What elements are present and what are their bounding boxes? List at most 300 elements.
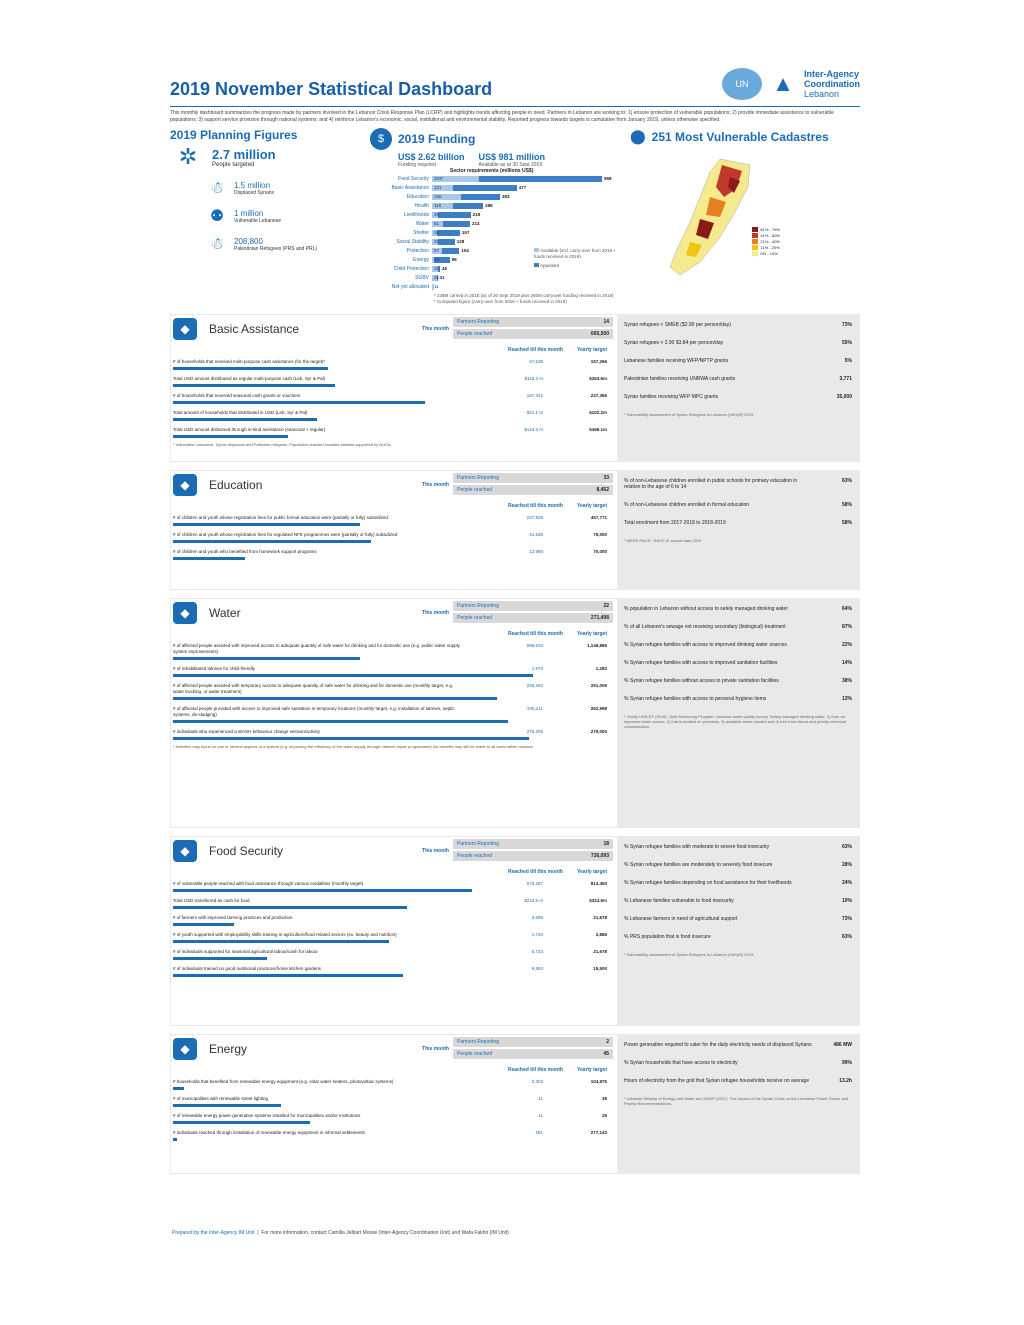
indicator xyxy=(173,949,613,960)
partners-box: Partners Reporting 22 People reached 271,498 xyxy=(453,601,613,625)
indicator xyxy=(173,427,613,438)
indicator-reached: 673,287 xyxy=(526,881,543,886)
context-label: Total enrolment from 2017-2018 to 2018-2019 xyxy=(624,520,726,526)
context-label: % of all Lebanon's sewage not receiving secondary (biological) treatment xyxy=(624,624,786,630)
context-item xyxy=(624,660,852,666)
available-value: 166 xyxy=(434,193,442,199)
context-value: 99% xyxy=(841,1060,852,1066)
indicator-target: 457,771 xyxy=(590,515,607,520)
available-value: 116 xyxy=(434,202,442,208)
basic-section xyxy=(170,314,860,462)
sector-name: SGBV xyxy=(415,274,429,281)
context-item xyxy=(624,1078,852,1084)
available-value: 28 xyxy=(434,229,440,235)
indicator-target: 1,283 xyxy=(595,666,607,671)
context-label: % population in Lebanon without access to safely managed drinking water xyxy=(624,606,788,612)
context-item xyxy=(624,606,852,612)
indicator-text: Total USD amount distributed as regular multi-purpose cash (Leb, Syr & Pal) xyxy=(173,376,326,381)
progress-bar xyxy=(173,540,371,543)
progress-bar xyxy=(173,957,267,960)
indicator-text: # of households that received multi-purpose cash assistance (for the target)* xyxy=(173,359,326,364)
indicator-target: 21,678 xyxy=(593,915,607,920)
progress-bar xyxy=(173,1138,177,1141)
indicator xyxy=(173,706,613,723)
person-walking-icon: ☃ xyxy=(209,236,225,253)
this-month-label: This month xyxy=(422,848,449,854)
indicator-reached: 5,723 xyxy=(531,949,543,954)
context-value: 87% xyxy=(841,624,852,630)
water-section xyxy=(170,598,860,828)
context-label: % Syrian refugee families with access to improved drinking water sources xyxy=(624,642,787,648)
header xyxy=(170,70,860,107)
context-label: % Syrian refugee families with moderate to severe food insecurity xyxy=(624,844,770,850)
indicator-target: 262,998 xyxy=(590,706,607,711)
funding-available-label: Available as at 30 Sept 2019 xyxy=(478,162,543,168)
sector-name: Social Stability xyxy=(396,238,429,245)
indicator-reached: 226,262 xyxy=(526,683,543,688)
context-label: Hours of electricity from the grid that Syrian refugee households receive on average xyxy=(624,1078,810,1084)
context-value: 58% xyxy=(841,502,852,508)
indicator-text: # households that benefited from renewable energy equipment (e.g. solar water heaters, photovoltaic systems) xyxy=(173,1079,394,1084)
funding-row xyxy=(370,183,630,192)
indicator-target: 1,146,886 xyxy=(586,643,607,648)
context-item xyxy=(624,478,852,490)
context-value: 10% xyxy=(841,898,852,904)
available-value: 263* xyxy=(434,175,444,181)
food-icon: ◆ xyxy=(173,840,197,862)
indicator-reached: 41,538 xyxy=(529,532,543,537)
indicator-reached: 245,211 xyxy=(527,706,543,711)
indicator xyxy=(173,410,613,421)
required-value: 154 xyxy=(461,247,469,253)
context-label: Syrian families receiving WFP MPC grants xyxy=(624,394,719,400)
funding-note-1: * 238M carried in 2018 (as of 30 Sept 2019 plus 260M carryover funding received in 2018) xyxy=(434,293,614,298)
footer-contact: For more information, contact Camilla Jelbart Mosse (Inter-Agency Coordination Unit) and Wafa Fakhri (IM Unit) xyxy=(261,1230,509,1236)
indicator-text: # of affected people assisted with improved access to adequate quantity of safe water for drinking and for domestic use (e.g. public water supply system improvements) xyxy=(173,643,460,654)
progress-bar xyxy=(173,384,335,387)
funding-available-num: US$ 981 million xyxy=(478,152,546,162)
required-value: 218 xyxy=(472,211,481,217)
required-value: 31 xyxy=(439,274,445,280)
context-item xyxy=(624,642,852,648)
indicator-text: # of youth supported with employability skills training in agriculture/food-related sectors (ex. beauty and nutrition) xyxy=(173,932,397,937)
indicator-target: 277,143 xyxy=(590,1130,607,1135)
progress-bar xyxy=(173,435,288,438)
progress-bar xyxy=(173,923,234,926)
context-value: 22% xyxy=(841,642,852,648)
indicator-target: 104,875 xyxy=(590,1079,607,1084)
required-value: 477 xyxy=(518,184,527,190)
context-label: Palestinian families receiving UNRWA cash grants xyxy=(624,376,736,382)
funding-row xyxy=(370,174,630,183)
progress-bar xyxy=(173,1087,184,1090)
context-label: % Lebanese families vulnerable to food insecurity xyxy=(624,898,734,904)
footer-prepared: Prepared by the Inter-Agency IM Unit xyxy=(172,1230,255,1236)
partners-box: Partners Reporting 2 People reached 45 xyxy=(453,1037,613,1061)
sector-name: Child Protection xyxy=(393,265,429,272)
planning-item-num: 208,800 xyxy=(234,236,263,246)
indicator-reached: 9,863 xyxy=(531,966,543,971)
indicator-text: # of affected people provided with access to improved safe sanitation in temporary locations (monthly target, e.g. installation of latrines, septic systems, de-sludging) xyxy=(173,706,455,717)
progress-bar xyxy=(173,557,245,560)
indicator-target: 21,678 xyxy=(593,949,607,954)
context-item xyxy=(624,394,852,400)
indicator-target: 70,000 xyxy=(593,549,607,554)
column-headers: Reached till this month Yearly target xyxy=(507,631,607,637)
context-item xyxy=(624,322,852,328)
funding-row xyxy=(370,192,630,201)
indicator-reached: $143.3 m xyxy=(524,427,543,432)
indicator-reached: 67,538 xyxy=(529,359,543,364)
planning-item-label: Vulnerable Lebanese xyxy=(234,217,282,224)
required-value: 128 xyxy=(456,238,465,244)
progress-bar xyxy=(173,401,425,404)
indicator-target: $324.9m xyxy=(589,898,607,903)
cedar-icon: ▲ xyxy=(772,71,794,96)
funding-row xyxy=(370,228,630,237)
section-title: Food Security xyxy=(209,844,284,858)
context-value: 35,000 xyxy=(836,394,852,400)
indicator-target: 251,005 xyxy=(590,683,607,688)
person-walking-icon: ☃ xyxy=(209,180,225,197)
context-value: 55% xyxy=(841,340,852,346)
indicator-target: 75,000 xyxy=(593,532,607,537)
page-title: 2019 November Statistical Dashboard xyxy=(170,79,493,99)
food-section xyxy=(170,836,860,1026)
context-label: % Syrian refugee families with access to improved sanitation facilities xyxy=(624,660,778,666)
indicator-text: # of children and youth whose registration fees for public formal education were (partially or fully) subsidized xyxy=(173,515,388,520)
context-value: 64% xyxy=(841,606,852,612)
context-item xyxy=(624,696,852,702)
indicator xyxy=(173,729,613,740)
funding-caption: Sector requirements (millions US$) xyxy=(450,168,534,174)
family-icon: ⚉ xyxy=(209,208,225,225)
indicator xyxy=(173,532,613,543)
indicator-target: $263.6m xyxy=(589,376,607,381)
indicator-reached: 11 xyxy=(538,1096,543,1101)
indicator xyxy=(173,376,613,387)
indicator xyxy=(173,515,613,526)
progress-bar xyxy=(173,523,360,526)
progress-bar xyxy=(173,906,407,909)
context-value: 3,771 xyxy=(839,376,852,382)
context-item xyxy=(624,624,852,630)
context-label: % of non-Lebanese children enrolled in formal education xyxy=(624,502,750,508)
indicator-target: 2,886 xyxy=(595,932,607,937)
map-legend xyxy=(752,227,780,257)
planning-item xyxy=(206,206,370,226)
available-value: 35 xyxy=(434,211,440,217)
progress-bar xyxy=(173,1121,310,1124)
sector-name: Not yet allocated xyxy=(391,283,429,290)
map-legend-item: 11% - 20% xyxy=(752,245,780,251)
available-value: 57 xyxy=(434,247,440,253)
indicator-reached: 1,734 xyxy=(531,932,543,937)
funding xyxy=(370,128,630,306)
context-item xyxy=(624,916,852,922)
cadastres xyxy=(630,128,860,306)
indicator-text: # of municipalities with renewable street lighting xyxy=(173,1096,269,1101)
context-item xyxy=(624,934,852,940)
section-title: Energy xyxy=(209,1042,248,1056)
available-value: 61 xyxy=(434,220,440,226)
this-month-label: This month xyxy=(422,482,449,488)
indicator-target: 279,000 xyxy=(590,729,607,734)
indicator-text: # of affected people assisted with temporary access to adequate quantity of safe water for drinking and for domestic use (monthly target, e.g. water trucking, or water treatment) xyxy=(173,683,454,694)
sector-name: Shelter xyxy=(413,229,429,236)
context-item xyxy=(624,358,852,364)
available-value: 121 xyxy=(434,184,442,190)
indicator-reached: 3,688 xyxy=(531,915,543,920)
indicator-text: # of individuals supported for seasonal agricultural labour/cash for labour xyxy=(173,949,318,954)
section-title: Basic Assistance xyxy=(209,322,300,336)
indicator-text: # of vulnerable people reached with food assistance through various modalities (monthly target) xyxy=(173,881,364,886)
funding-bar-chart xyxy=(370,174,630,291)
water-tap-icon: ◆ xyxy=(173,602,197,624)
map-pin-icon: ⬤ xyxy=(630,128,646,144)
indicator-reached: $118.3 m xyxy=(524,376,543,381)
context-item xyxy=(624,376,852,382)
required-value: 99 xyxy=(451,256,457,262)
map-legend-item: 0% - 10% xyxy=(752,251,780,257)
indicator-target: 29 xyxy=(601,1113,607,1118)
indicator xyxy=(173,359,613,370)
context-label: % Syrian refugee families with access to personal hygiene items xyxy=(624,696,767,702)
indicator-text: # of households that received seasonal cash grants or vouchers xyxy=(173,393,301,398)
indicator-text: Total amount of households that distributed in USD (Leb, Syr & Pal) xyxy=(173,410,308,415)
context-value: 73% xyxy=(841,916,852,922)
indicator-text: Total USD amount disbursed through in-kind assistance (seasonal + regular) xyxy=(173,427,326,432)
indicator-text: # individuals who experienced a WASH behaviour change session/activity xyxy=(173,729,320,734)
context-panel xyxy=(618,836,858,1026)
section-title: Water xyxy=(209,606,241,620)
context-value: 14% xyxy=(841,660,852,666)
progress-bar xyxy=(173,657,360,660)
indicator-reached: 275,205 xyxy=(526,729,543,734)
people-targeted-num: 2.7 million xyxy=(212,146,276,162)
sector-name: Protection xyxy=(406,247,429,254)
required-value: 157 xyxy=(461,229,470,235)
indicator-text: Total USD transferred as cash for food xyxy=(173,898,250,903)
indicator-reached: 11 xyxy=(538,1113,543,1118)
available-value: 31 xyxy=(434,238,440,244)
indicator-text: # of individuals trained on good nutritional practices/home kitchen gardens xyxy=(173,966,321,971)
planning-item-label: Displaced Syrians xyxy=(234,189,275,196)
indicator-text: # of farmers with improved farming practices and production xyxy=(173,915,293,920)
indicator-text: # of children and youth whose registration fees for regulated NFE programmes were (partially or fully) subsidized xyxy=(173,532,398,537)
indicator-target: 15,500 xyxy=(593,966,607,971)
funding-row xyxy=(370,237,630,246)
map-legend-item: 21% - 40% xyxy=(752,239,780,245)
power-icon: ◆ xyxy=(173,1038,197,1060)
column-headers: Reached till this month Yearly target xyxy=(507,869,607,875)
dashboard-page xyxy=(170,70,860,1174)
indicator-text: # of renewable energy power generation systems installed for municipalities and/or institutions xyxy=(173,1113,361,1118)
context-value: 13.2h xyxy=(839,1078,852,1084)
funding-note-2: * Computed figure (carry-over from 2018 + funds received in 2019) xyxy=(434,299,567,304)
funding-row xyxy=(370,282,630,291)
progress-bar xyxy=(173,737,529,740)
indicator xyxy=(173,549,613,560)
partners-box: Partners Reporting 18 People reached 726,093 xyxy=(453,839,613,863)
context-panel xyxy=(618,314,858,462)
planning-item xyxy=(206,178,370,198)
planning-item-num: 1.5 million xyxy=(234,180,271,190)
indicator xyxy=(173,1079,613,1090)
indicator-reached: 237,925 xyxy=(526,515,543,520)
context-label: Syrian refugees < 2.90 $3.84 per person/day xyxy=(624,340,724,346)
indicator xyxy=(173,393,613,404)
required-value: 383 xyxy=(501,193,510,199)
indicator xyxy=(173,915,613,926)
indicator xyxy=(173,881,613,892)
indicator-target: 38 xyxy=(601,1096,607,1101)
indicator-reached: $41.1 m xyxy=(526,410,543,415)
context-value: 63% xyxy=(841,844,852,850)
context-value: 63% xyxy=(841,478,852,484)
planning-heading: 2019 Planning Figures xyxy=(170,128,298,142)
context-panel xyxy=(618,470,858,590)
section-footnote: * Vulnerable Lebanese, Syrian displaced and Palestine refugees. Population reached includes families supported by NGOs. xyxy=(173,442,392,447)
sector-name: Health xyxy=(414,202,429,209)
context-value: 58% xyxy=(841,520,852,526)
sector-name: Livelihoods xyxy=(403,211,429,218)
context-item xyxy=(624,502,852,508)
progress-bar xyxy=(173,720,508,723)
intro-text: This monthly dashboard summarizes the progress made by partners involved in the Lebanon Crisis Response Plan (LCRP) and highlights trends affecting people in need. Partners in Lebanon are working to: 1) ensure protection of vulnerable populations; 2) provide immediate assistance to vulnerable populations; 3) support service provision through national systems; and 4) reinforce Lebanon's economic, social, institutional and environmental stability. Reported progress towards targets is cumulative from January 2019, unless otherwise specified. xyxy=(170,110,834,123)
people-network-icon: ✲ xyxy=(178,144,198,169)
indicator-text: # individuals reached through installation of renewable energy equipment in informal settlements xyxy=(173,1130,365,1135)
context-label: % Syrian households that have access to electricity xyxy=(624,1060,738,1066)
context-footnote: * Jointly UNICEF (2016), Joint Monitoring Program. Lebanon water quality survey. Safely managed drinking water. 1) from an improved water source, 2) that is located on premises, 3) available when needed and 4) free from faecal and priority chemical contamination. xyxy=(624,714,846,729)
page-footer: Prepared by the Inter-Agency IM Unit | For more information, contact Camilla Jelbart Mosse (Inter-Agency Coordination Unit) and Wafa Fakhri (IM Unit) xyxy=(172,1230,509,1236)
indicator xyxy=(173,683,613,700)
map-legend-item: 41% - 60% xyxy=(752,233,780,239)
map-legend-item: 61% - 75% xyxy=(752,227,780,233)
money-bag-icon: $ xyxy=(370,128,392,150)
column-headers: Reached till this month Yearly target xyxy=(507,503,607,509)
context-value: 63% xyxy=(841,934,852,940)
funding-required-num: US$ 2.62 billion xyxy=(398,152,465,162)
indicator xyxy=(173,1130,613,1141)
indicator xyxy=(173,966,613,977)
planning-figures xyxy=(170,128,370,306)
iac-logo-text: Inter-Agency Coordination Lebanon xyxy=(804,69,860,99)
context-item xyxy=(624,898,852,904)
this-month-label: This month xyxy=(422,326,449,332)
context-value: 486 MW xyxy=(833,1042,852,1048)
context-value: 24% xyxy=(841,880,852,886)
indicator xyxy=(173,932,613,943)
progress-bar xyxy=(173,974,403,977)
section-footnote: * Activities may focus on one or several aspects of a system (e.g. improving the efficiency of the water supply through network repair programmes) but benefits may still be made to all users within network. xyxy=(173,744,534,749)
book-icon: ◆ xyxy=(173,474,197,496)
funding-legend: Available (incl. carry-over from 2018 + funds received in 2019) Appealed xyxy=(534,248,616,268)
indicator xyxy=(173,1113,613,1124)
funding-row xyxy=(370,201,630,210)
indicator xyxy=(173,643,613,660)
funding-row xyxy=(370,219,630,228)
context-label: % Syrian refugee families without access to private sanitation facilities xyxy=(624,678,779,684)
indicator-target: 813,450 xyxy=(590,881,607,886)
section-title: Education xyxy=(209,478,263,492)
lebanon-map xyxy=(650,157,780,277)
funding-heading: 2019 Funding xyxy=(398,132,476,146)
indicator xyxy=(173,1096,613,1107)
sector-name: Food Security xyxy=(398,175,429,182)
indicator-text: # of children and youth who benefited from homework support programs xyxy=(173,549,317,554)
column-headers: Reached till this month Yearly target xyxy=(507,347,607,353)
indicator-target: $456.1m xyxy=(589,427,607,432)
indicator-text: # of rehabilitated latrines for child-friendly xyxy=(173,666,256,671)
progress-bar xyxy=(173,889,472,892)
sector-name: Basic Assistance xyxy=(391,184,429,191)
required-value: 958 xyxy=(604,175,612,181)
context-value: 5% xyxy=(844,358,852,364)
people-targeted-label: People targeted xyxy=(212,161,255,168)
context-footnote: * Lebanon Ministry of Energy and Water and UNDP (2017). The Impact of the Syrian Crisis on the Lebanese Power Sector and Priority Recommendations. xyxy=(624,1096,849,1106)
context-footnote: * Vulnerability assessment of Syrian Refugees in Lebanon (VASyR) 2019. xyxy=(624,412,755,417)
funding-row xyxy=(370,273,630,282)
context-item xyxy=(624,862,852,868)
overview xyxy=(170,128,860,306)
available-value: 26 xyxy=(434,274,440,280)
context-item xyxy=(624,880,852,886)
context-label: % Syrian refugee families depending on food assistance for their livelihoods xyxy=(624,880,792,886)
this-month-label: This month xyxy=(422,610,449,616)
context-footnote: * Vulnerability assessment of Syrian Refugees in Lebanon (VASyR) 2019. xyxy=(624,952,755,957)
context-item xyxy=(624,520,852,526)
available-value: 31 xyxy=(434,265,440,271)
sector-name: Water xyxy=(415,220,429,227)
this-month-label: This month xyxy=(422,1046,449,1052)
partners-box: Partners Reporting 14 People reached 665,500 xyxy=(453,317,613,341)
sector-name: Education xyxy=(406,193,429,200)
available-value: 11 xyxy=(434,283,439,289)
indicator-reached: 281 xyxy=(535,1130,543,1135)
wallet-icon: ◆ xyxy=(173,318,197,340)
context-label: % Syrian refugee families are moderately to severely food insecure xyxy=(624,862,773,868)
cadastres-heading: 251 Most Vulnerable Cadastres xyxy=(651,129,829,144)
context-label: Power generation required to cater for the daily electricity needs of displaced Syrians xyxy=(624,1042,812,1048)
planning-item xyxy=(206,234,370,254)
context-item xyxy=(624,844,852,850)
indicator-reached: $212.6 m xyxy=(524,898,543,903)
column-headers: Reached till this month Yearly target xyxy=(507,1067,607,1073)
context-value: 28% xyxy=(841,862,852,868)
indicator-reached: 167,342 xyxy=(526,393,543,398)
indicator-target: 157,266 xyxy=(590,359,607,364)
required-value: 288 xyxy=(485,202,493,208)
context-item xyxy=(624,678,852,684)
progress-bar xyxy=(173,367,328,370)
indicator-reached: 13,980 xyxy=(529,549,543,554)
context-label: % Lebanese farmers in need of agricultural support xyxy=(624,916,738,922)
progress-bar xyxy=(173,697,497,700)
indicator xyxy=(173,898,613,909)
logos xyxy=(722,68,860,100)
progress-bar xyxy=(173,1104,281,1107)
funding-row xyxy=(370,210,630,219)
sector-name: Energy xyxy=(413,256,429,263)
un-logo: UN xyxy=(722,68,762,100)
indicator-target: $102.2m xyxy=(589,410,607,415)
context-label: Syrian refugees < SMEB ($2.90 per person/day) xyxy=(624,322,731,328)
context-item xyxy=(624,340,852,346)
context-panel xyxy=(618,1034,858,1174)
context-value: 13% xyxy=(841,696,852,702)
context-item xyxy=(624,1060,852,1066)
